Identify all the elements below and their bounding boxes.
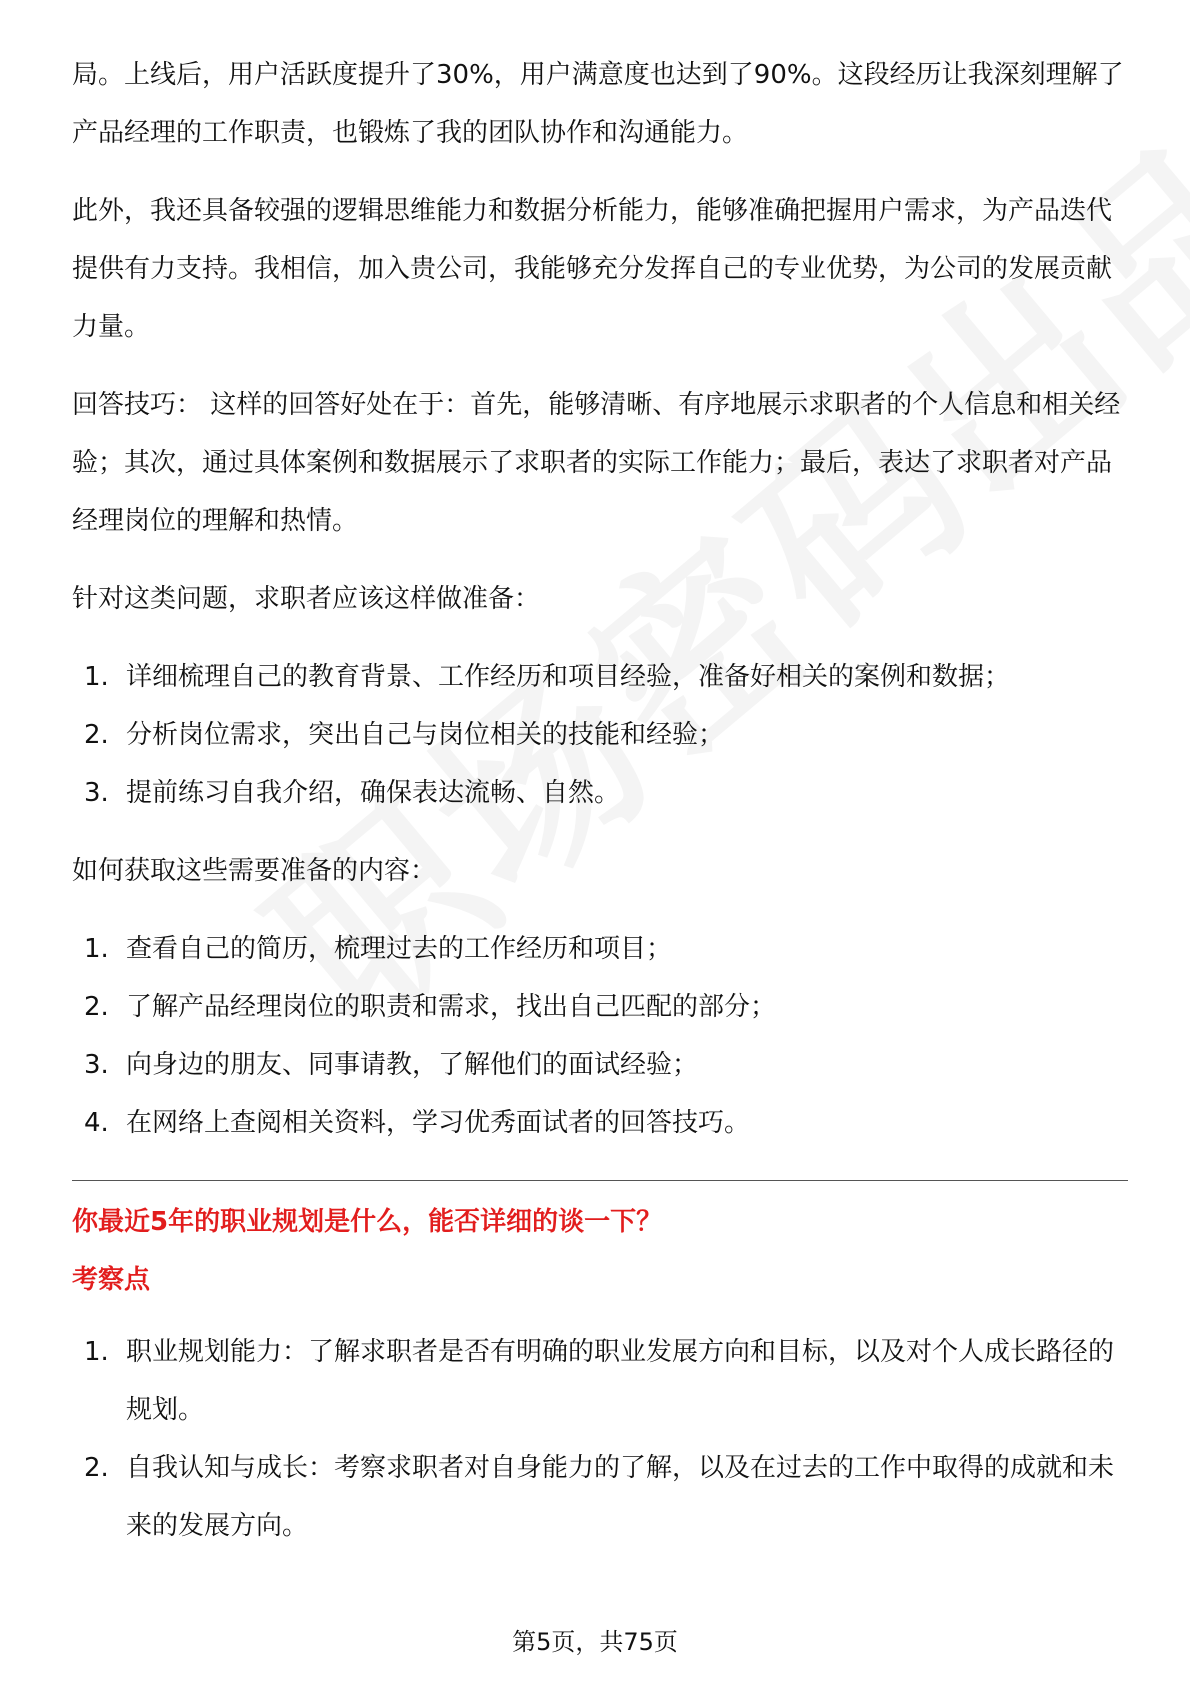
get-list bbox=[72, 920, 1128, 1152]
paragraph-how-to-get: 如何获取这些需要准备的内容： bbox=[72, 856, 437, 886]
page-number: 第5页，共75页 bbox=[512, 1628, 678, 1656]
list-item: 3. 向身边的朋友、同事请教，了解他们的面试经验； bbox=[84, 1050, 699, 1080]
page-content bbox=[72, 46, 1128, 1555]
prep-list bbox=[72, 648, 1128, 822]
list-item: 2. 分析岗位需求，突出自己与岗位相关的技能和经验； bbox=[84, 720, 725, 750]
paragraph-experience: 局。上线后，用户活跃度提升了30%，用户满意度也达到了90%。这段经历让我深刻理解了产品经理的工作职责，也锻炼了我的团队协作和沟通能力。 bbox=[72, 60, 1124, 148]
question-heading: 你最近5年的职业规划是什么，能否详细的谈一下？ bbox=[72, 1207, 663, 1237]
paragraph-answer-tips: 回答技巧： 这样的回答好处在于：首先，能够清晰、有序地展示求职者的个人信息和相关经验；其次，通过具体案例和数据展示了求职者的实际工作能力；最后，表达了求职者对产品经理岗位的理解和热情。 bbox=[72, 390, 1121, 536]
list-item: 2. 了解产品经理岗位的职责和需求，找出自己匹配的部分； bbox=[84, 992, 777, 1022]
paragraph-prep-intro: 针对这类问题，求职者应该这样做准备： bbox=[72, 584, 541, 614]
paragraph-abilities: 此外，我还具备较强的逻辑思维能力和数据分析能力，能够准确把握用户需求，为产品迭代提供有力支持。我相信，加入贵公司，我能够充分发挥自己的专业优势，为公司的发展贡献力量。 bbox=[72, 196, 1113, 342]
list-item: 4. 在网络上查阅相关资料，学习优秀面试者的回答技巧。 bbox=[84, 1108, 751, 1138]
section-divider bbox=[72, 1180, 1128, 1181]
exam-points-heading: 考察点 bbox=[72, 1265, 151, 1295]
list-item: 3. 提前练习自我介绍，确保表达流畅、自然。 bbox=[84, 778, 621, 808]
list-item: 1. 职业规划能力：了解求职者是否有明确的职业发展方向和目标，以及对个人成长路径的规划。 bbox=[84, 1337, 1115, 1425]
list-item: 1. 详细梳理自己的教育背景、工作经历和项目经验，准备好相关的案例和数据； bbox=[84, 662, 1011, 692]
list-item: 1. 查看自己的简历，梳理过去的工作经历和项目； bbox=[84, 934, 673, 964]
list-item: 2. 自我认知与成长：考察求职者对自身能力的了解，以及在过去的工作中取得的成就和未来的发展方向。 bbox=[84, 1453, 1115, 1541]
exam-points-list bbox=[72, 1323, 1128, 1555]
